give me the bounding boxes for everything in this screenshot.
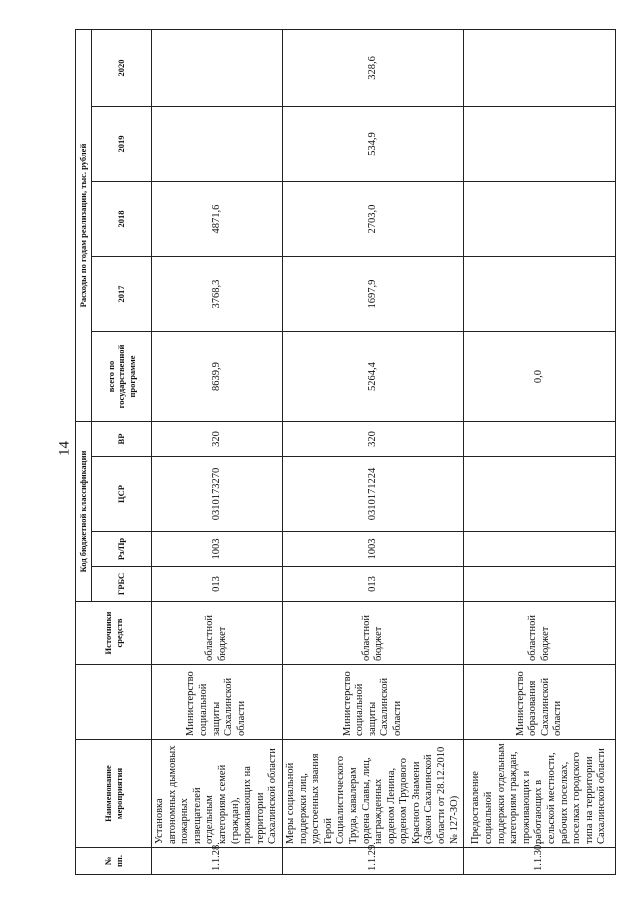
row-executor: Министерство образования Сахалинской области [464,665,616,740]
header-vr: ВР [92,422,152,457]
header-rzpr: Рз/Пр [92,532,152,567]
row-num: 1.1.30. [464,848,616,875]
row-2020 [464,29,616,106]
row-2019 [152,107,283,182]
row-2018: 2703,0 [282,182,463,257]
row-csr [464,457,616,532]
header-2017: 2017 [92,257,152,332]
table-row [152,29,283,874]
row-2018 [464,182,616,257]
header-2018: 2018 [92,182,152,257]
header-source: Источники средств [76,602,152,665]
row-name: Меры социальной поддержки лиц, удостоенных звания Герой Социалистического Труда, кавалерам ордена Славы, лиц, награжденных орденом Ленина, орденом Трудового Красного Знамени (Закон Сахалинской области от 28.12.2010 № 127-ЗО) [282,740,463,848]
header-spend-group: Расходы по годам реализации, тыс. рублей [76,29,92,421]
row-csr: 0310173270 [152,457,283,532]
row-vr: 320 [282,422,463,457]
header-grbs: ГРБС [92,567,152,602]
header-name: Наименование мероприятия [76,740,152,848]
row-total: 8639,9 [152,332,283,422]
header-num: № пп. [76,848,152,875]
row-2017: 1697,9 [282,257,463,332]
row-total: 5264,4 [282,332,463,422]
row-rzpr [464,532,616,567]
row-2017 [464,257,616,332]
header-executor [76,665,152,740]
budget-table [75,29,616,875]
row-vr [464,422,616,457]
row-source: областной бюджет [282,602,463,665]
header-csr: ЦСР [92,457,152,532]
rotated-table-container [75,30,608,875]
row-num: 1.1.28. [152,848,283,875]
page-number: 14 [56,441,73,456]
row-grbs [464,567,616,602]
row-source: областной бюджет [464,602,616,665]
table-row [464,29,616,874]
row-executor: Министерство социальной защиты Сахалинской области [282,665,463,740]
row-grbs: 013 [282,567,463,602]
row-rzpr: 1003 [282,532,463,567]
row-source: областной бюджет [152,602,283,665]
header-total: всего по государственной программе [92,332,152,422]
row-vr: 320 [152,422,283,457]
row-total: 0,0 [464,332,616,422]
row-name: Предоставление социальной поддержки отдельным категориям граждан, проживающих и работающих в сельской местности, рабочих поселках, поселках городского типа на территории Сахалинской области [464,740,616,848]
header-kbk-group: Код бюджетной классификации [76,422,92,602]
row-2017: 3768,3 [152,257,283,332]
row-name: Установка автономных дымовых пожарных извещателей отдельным категориям семей (граждан), проживающих на территории Сахалинской области [152,740,283,848]
row-num: 1.1.29. [282,848,463,875]
row-2019: 534,9 [282,107,463,182]
header-2019: 2019 [92,107,152,182]
row-csr: 0310171224 [282,457,463,532]
row-grbs: 013 [152,567,283,602]
row-2020: 328,6 [282,29,463,106]
table-row [282,29,463,874]
row-executor: Министерство социальной защиты Сахалинской области [152,665,283,740]
row-2020 [152,29,283,106]
row-2018: 4871,6 [152,182,283,257]
header-2020: 2020 [92,29,152,106]
row-2019 [464,107,616,182]
row-rzpr: 1003 [152,532,283,567]
